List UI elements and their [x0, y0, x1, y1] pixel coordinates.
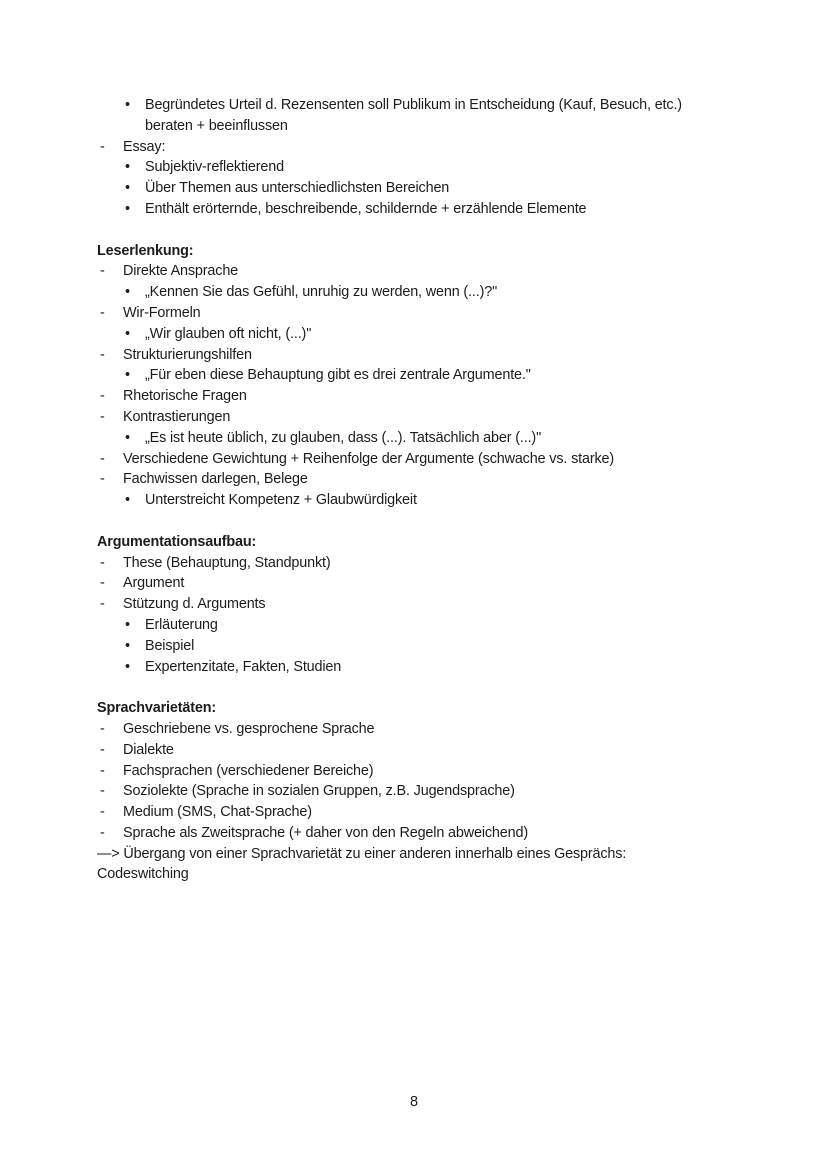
section — [97, 698, 731, 885]
bullet-marker: • — [125, 492, 130, 509]
dash-marker: - — [100, 596, 105, 613]
dash-marker: - — [100, 575, 105, 592]
list-item — [97, 761, 731, 782]
section — [97, 532, 731, 678]
list-item-text: Rhetorische Fragen — [123, 388, 247, 405]
list-item-text: Medium (SMS, Chat-Sprache) — [123, 804, 312, 821]
dash-marker: - — [100, 824, 105, 841]
list-item — [97, 615, 731, 636]
bullet-marker: • — [125, 180, 130, 197]
list-item — [97, 719, 731, 740]
list-item-text: Fachsprachen (verschiedener Bereiche) — [123, 762, 374, 779]
paragraph-line: —> Übergang von einer Sprachvarietät zu einer anderen innerhalb eines Gesprächs: — [97, 845, 627, 862]
list-item-text: Direkte Ansprache — [123, 263, 239, 280]
list-item — [97, 95, 731, 137]
list-item — [97, 386, 731, 407]
dash-marker: - — [100, 450, 105, 467]
list-item-text: Argument — [123, 575, 185, 592]
bullet-marker: • — [125, 429, 130, 446]
list-item-text: Enthält erörternde, beschreibende, schildernde + erzählende Elemente — [145, 200, 587, 217]
section — [97, 95, 731, 220]
dash-marker: - — [100, 741, 105, 758]
dash-marker: - — [100, 263, 105, 280]
list-item-text: These (Behauptung, Standpunkt) — [123, 554, 331, 571]
list-item — [97, 594, 731, 615]
list-item-text: Stützung d. Arguments — [123, 596, 266, 613]
list-item — [97, 490, 731, 511]
list-item-text: „Es ist heute üblich, zu glauben, dass (...). Tatsächlich aber (...)" — [145, 429, 542, 446]
list-item — [97, 802, 731, 823]
list-item — [97, 553, 731, 574]
dash-marker: - — [100, 304, 105, 321]
list-item — [97, 740, 731, 761]
dash-marker: - — [100, 720, 105, 737]
list-item — [97, 365, 731, 386]
list-item — [97, 345, 731, 366]
list-item — [97, 407, 731, 428]
dash-marker: - — [100, 388, 105, 405]
paragraph-line: Codeswitching — [97, 866, 189, 883]
list-item — [97, 282, 731, 303]
bullet-marker: • — [125, 637, 130, 654]
list-item-text: Strukturierungshilfen — [123, 346, 252, 363]
list-item — [97, 781, 731, 802]
dash-marker: - — [100, 762, 105, 779]
bullet-marker: • — [125, 325, 130, 342]
list-item-text: Expertenzitate, Fakten, Studien — [145, 658, 342, 675]
bullet-marker: • — [125, 200, 130, 217]
dash-marker: - — [100, 346, 105, 363]
list-item — [97, 823, 731, 844]
list-item-text: Soziolekte (Sprache in sozialen Gruppen, z.B. Jugendsprache) — [123, 783, 515, 800]
bullet-marker: • — [125, 159, 130, 176]
list-item — [97, 199, 731, 220]
list-item-text: Unterstreicht Kompetenz + Glaubwürdigkeit — [145, 492, 417, 509]
list-item — [97, 636, 731, 657]
section — [97, 241, 731, 511]
section-heading: Leserlenkung: — [97, 242, 194, 259]
list-item-text: Beispiel — [145, 637, 195, 654]
list-item-text: „Wir glauben oft nicht, (...)" — [145, 325, 312, 342]
list-item-text: Essay: — [123, 138, 166, 155]
list-item-text: „Für eben diese Behauptung gibt es drei zentrale Argumente." — [145, 367, 531, 384]
bullet-marker: • — [125, 284, 130, 301]
list-item — [97, 324, 731, 345]
page-footer — [0, 1092, 828, 1113]
list-item-text: Sprache als Zweitsprache (+ daher von den Regeln abweichend) — [123, 824, 528, 841]
list-item-text: Erläuterung — [145, 616, 218, 633]
dash-marker: - — [100, 554, 105, 571]
list-item-text: Wir-Formeln — [123, 304, 201, 321]
dash-marker: - — [100, 471, 105, 488]
list-item-text: Über Themen aus unterschiedlichsten Bereichen — [145, 180, 450, 197]
dash-marker: - — [100, 138, 105, 155]
bullet-marker: • — [125, 658, 130, 675]
bullet-marker: • — [125, 97, 130, 113]
list-item-text: Verschiedene Gewichtung + Reihenfolge der Argumente (schwache vs. starke) — [123, 450, 615, 467]
list-item-text: Begründetes Urteil d. Rezensenten soll Publikum in Entscheidung (Kauf, Besuch, etc.) beraten + beeinflussen — [145, 97, 682, 134]
bullet-marker: • — [125, 616, 130, 633]
dash-marker: - — [100, 804, 105, 821]
list-item — [97, 657, 731, 678]
section-heading: Sprachvarietäten: — [97, 700, 217, 717]
list-item — [97, 178, 731, 199]
list-item — [97, 303, 731, 324]
list-item — [97, 137, 731, 158]
list-item — [97, 261, 731, 282]
list-item-text: Geschriebene vs. gesprochene Sprache — [123, 720, 375, 737]
list-item-text: „Kennen Sie das Gefühl, unruhig zu werden, wenn (...)?" — [145, 284, 498, 301]
dash-marker: - — [100, 783, 105, 800]
list-item-text: Subjektiv-reflektierend — [145, 159, 284, 176]
list-item-text: Kontrastierungen — [123, 408, 231, 425]
document-content — [97, 95, 731, 885]
list-item — [97, 157, 731, 178]
bullet-marker: • — [125, 367, 130, 384]
list-item-text: Dialekte — [123, 741, 174, 758]
list-item — [97, 469, 731, 490]
list-item-text: Fachwissen darlegen, Belege — [123, 471, 308, 488]
list-item — [97, 573, 731, 594]
dash-marker: - — [100, 408, 105, 425]
list-item — [97, 449, 731, 470]
section-heading: Argumentationsaufbau: — [97, 533, 257, 550]
page-number: 8 — [409, 1094, 418, 1110]
list-item — [97, 428, 731, 449]
